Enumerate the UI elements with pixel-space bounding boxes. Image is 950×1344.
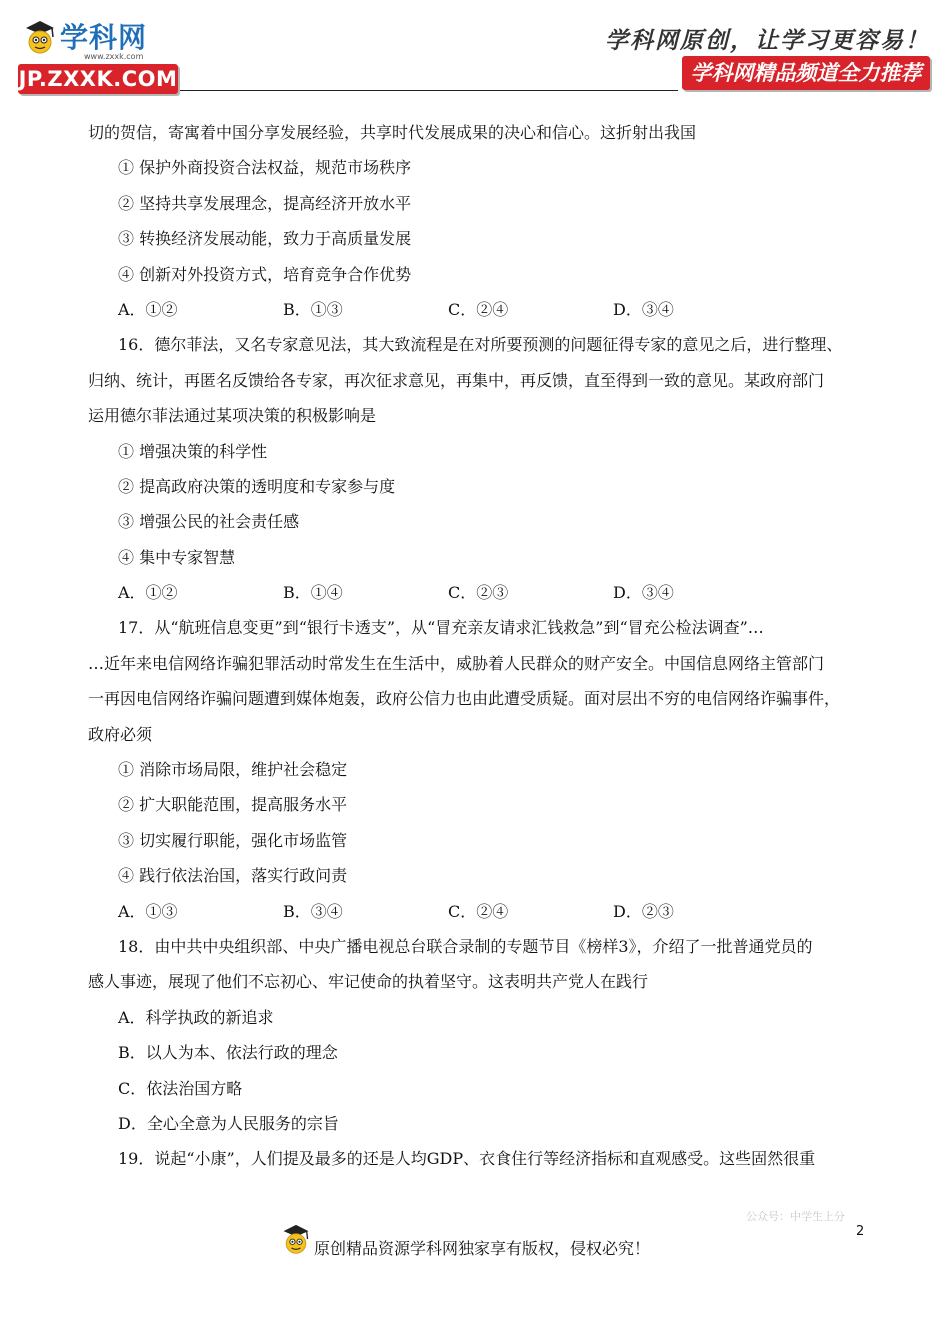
text-line: 归纳、统计，再匿名反馈给各专家，再次征求意见，再集中，再反馈，直至得到一致的意见。某政府部门 xyxy=(88,370,825,390)
answer-options xyxy=(88,902,866,937)
answer-option: A．①② xyxy=(118,583,178,603)
answer-option: D．②③ xyxy=(613,901,674,921)
document-body xyxy=(88,123,866,1185)
answer-option: C．②④ xyxy=(448,901,509,921)
text-line: 19．说起“小康”，人们提及最多的还是人均GDP、衣食住行等经济指标和直观感受。这些固然很重 xyxy=(118,1149,816,1169)
text-line: 一再因电信网络诈骗问题遭到媒体炮轰，政府公信力也由此遭受质疑。面对层出不穷的电信网络诈骗事件， xyxy=(88,689,841,709)
text-line: B．以人为本、依法行政的理念 xyxy=(118,1043,338,1063)
copyright-notice: 原创精品资源学科网独家享有版权，侵权必究！ xyxy=(314,1239,651,1258)
text-line: ④ 践行依法治国，落实行政问责 xyxy=(118,866,348,886)
answer-option: C．②④ xyxy=(448,299,509,319)
text-line: ④ 创新对外投资方式，培育竞争合作优势 xyxy=(118,264,412,284)
text-line: A．科学执政的新追求 xyxy=(118,1007,274,1027)
text-line: 政府必须 xyxy=(88,724,153,744)
text-line: ① 增强决策的科学性 xyxy=(118,441,268,461)
header-banner[interactable]: 学科网精品频道全力推荐 xyxy=(682,56,930,90)
text-line: 16．德尔菲法，又名专家意见法，其大致流程是在对所要预测的问题征得专家的意见之后，进行整理、 xyxy=(118,335,843,355)
mascot-icon xyxy=(22,18,58,58)
text-line: 切的贺信，寄寓着中国分享发展经验，共享时代发展成果的决心和信心。这折射出我国 xyxy=(88,123,697,142)
answer-options xyxy=(88,300,866,335)
text-line: 运用德尔菲法通过某项决策的积极影响是 xyxy=(88,406,377,426)
text-line: ② 扩大职能范围，提高服务水平 xyxy=(118,795,348,815)
text-line: ③ 增强公民的社会责任感 xyxy=(118,512,300,532)
watermark: 公众号：中学生上分 xyxy=(746,1210,845,1223)
text-line: 18．由中共中央组织部、中央广播电视总台联合录制的专题节目《榜样3》，介绍了一批普通党员的 xyxy=(118,936,813,956)
text-line: ④ 集中专家智慧 xyxy=(118,547,236,567)
site-logo[interactable] xyxy=(18,12,180,94)
logo-subtext: www.zxxk.com xyxy=(84,52,144,61)
answer-option: A．①② xyxy=(118,299,178,319)
answer-options xyxy=(88,583,866,618)
text-line: ① 保护外商投资合法权益，规范市场秩序 xyxy=(118,158,412,178)
text-line: ③ 转换经济发展动能，致力于高质量发展 xyxy=(118,229,412,249)
answer-option: B．①③ xyxy=(283,299,343,319)
text-line: ② 坚持共享发展理念，提高经济开放水平 xyxy=(118,193,412,213)
logo-url: JP.ZXXK.COM xyxy=(18,64,178,94)
header-divider xyxy=(180,90,678,91)
text-line: 感人事迹，展现了他们不忘初心、牢记使命的执着坚守。这表明共产党人在践行 xyxy=(88,972,649,992)
text-line: 17．从“航班信息变更”到“银行卡透支”，从“冒充亲友请求汇钱救急”到“冒充公检法调查”… xyxy=(118,618,764,638)
text-line: ① 消除市场局限，维护社会稳定 xyxy=(118,760,348,780)
answer-option: B．①④ xyxy=(283,583,343,603)
text-line: ③ 切实履行职能，强化市场监管 xyxy=(118,830,348,850)
header-slogan: 学科网原创，让学习更容易！ xyxy=(605,27,930,54)
page-header xyxy=(0,0,950,100)
mascot-icon xyxy=(280,1222,312,1258)
answer-option: D．③④ xyxy=(613,299,674,319)
answer-option: C．②③ xyxy=(448,583,509,603)
text-line: …近年来电信网络诈骗犯罪活动时常发生在生活中，威胁着人民群众的财产安全。中国信息网络主管部门 xyxy=(88,653,825,673)
text-line: ② 提高政府决策的透明度和专家参与度 xyxy=(118,476,396,496)
page-footer xyxy=(280,1222,680,1262)
answer-option: B．③④ xyxy=(283,901,343,921)
answer-option: D．③④ xyxy=(613,583,674,603)
text-line: C．依法治国方略 xyxy=(118,1078,243,1098)
text-line: D．全心全意为人民服务的宗旨 xyxy=(118,1113,339,1133)
logo-text: 学科网 xyxy=(60,21,148,54)
answer-option: A．①③ xyxy=(118,901,178,921)
page-number: 2 xyxy=(856,1224,865,1239)
